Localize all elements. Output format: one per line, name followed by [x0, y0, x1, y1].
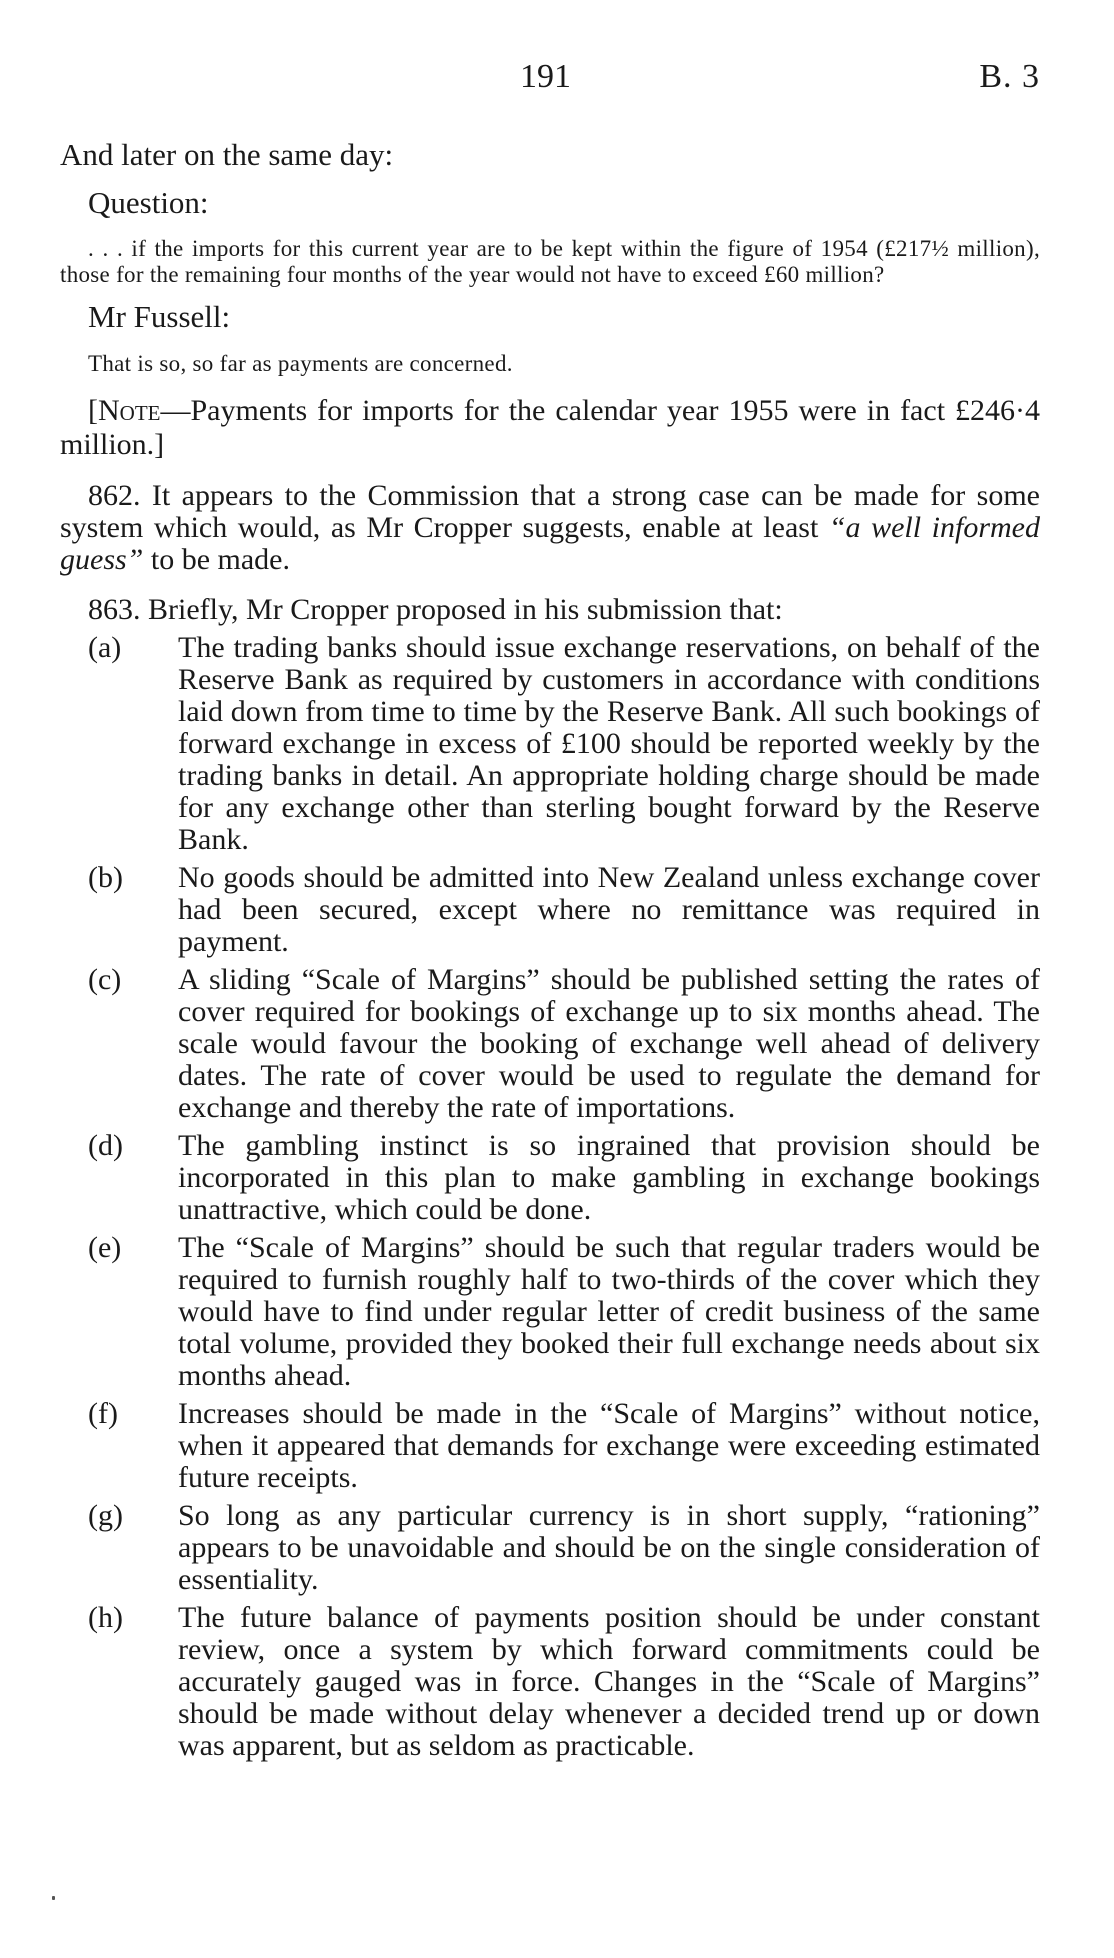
- list-item-text: The future balance of payments position should be under constant review, once a system by which forward commitments could be accurately gauged was in force. Changes in the “Scale of Margins” should be made without delay whenever a decided trend up or down was apparent, but as seldom as practicable.: [178, 1601, 1040, 1762]
- paragraph-862-start: 862. It appears to the Commission that a strong case can be made for some system which would, as Mr Cropper suggests, enable at least: [60, 479, 1040, 544]
- list-item-label: (e): [88, 1231, 122, 1264]
- list-item: [60, 632, 1040, 856]
- note-bracket: [: [88, 394, 98, 427]
- list-item: [60, 1602, 1040, 1762]
- list-item-text: No goods should be admitted into New Zealand unless exchange cover had been secured, except where no remittance was required in payment.: [178, 861, 1040, 958]
- editorial-note: [60, 394, 1040, 462]
- list-item: [60, 1130, 1040, 1226]
- list-item-label: (h): [88, 1601, 123, 1634]
- question-label: Question:: [88, 185, 209, 220]
- paragraph-862: [60, 480, 1040, 576]
- list-item-label: (d): [88, 1129, 123, 1162]
- list-item-label: (c): [88, 963, 122, 996]
- question-text: [60, 236, 1040, 288]
- list-item-text: The “Scale of Margins” should be such that regular traders would be required to furnish roughly half to two-thirds of the cover which they would have to find under regular letter of credit business of the same total volume, provided they booked their full exchange needs about six months ahead.: [178, 1231, 1040, 1392]
- list-item-text: So long as any particular currency is in short supply, “rationing” appears to be unavoidable and should be on the single consideration of essentiality.: [178, 1499, 1040, 1596]
- list-item-label: (b): [88, 861, 123, 894]
- list-item-text: The trading banks should issue exchange reservations, on behalf of the Reserve Bank as required by customers in accordance with conditions laid down from time to time by the Reserve Bank. All such bookings of forward exchange in excess of £100 should be reported weekly by the trading banks in detail. An appropriate holding charge should be made for any exchange other than sterling bought forward by the Reserve Bank.: [178, 631, 1040, 856]
- page-number: 191: [520, 58, 571, 95]
- paragraph-862-quote: “a well informed guess”: [60, 511, 1040, 576]
- document-reference: B. 3: [979, 58, 1040, 95]
- scan-speck: [52, 1896, 55, 1900]
- list-item: [60, 1398, 1040, 1494]
- speaker-label: Mr Fussell:: [88, 299, 231, 334]
- question-text-body: . . . if the imports for this current year are to be kept within the figure of 1954 (£217½ million), those for the remaining four months of the year would not have to exceed £60 million?: [60, 236, 1040, 287]
- list-item-label: (g): [88, 1499, 123, 1532]
- list-item-label: (a): [88, 631, 122, 664]
- document-page: [60, 0, 1040, 1762]
- answer-text: That is so, so far as payments are concerned.: [88, 351, 513, 376]
- list-item: [60, 862, 1040, 958]
- proposal-list: [60, 632, 1040, 1762]
- note-text: —Payments for imports for the calendar year 1955 were in fact £246·4 million.]: [60, 394, 1040, 461]
- list-item: [60, 1232, 1040, 1392]
- page-header: [60, 0, 1040, 110]
- list-item-text: A sliding “Scale of Margins” should be published setting the rates of cover required for bookings of exchange up to six months ahead. The scale would favour the booking of exchange well ahead of delivery dates. The rate of cover would be used to regulate the demand for exchange and thereby the rate of importations.: [178, 963, 1040, 1124]
- intro-line: And later on the same day:: [60, 137, 394, 172]
- list-item: [60, 1500, 1040, 1596]
- list-item: [60, 964, 1040, 1124]
- list-item-text: Increases should be made in the “Scale of Margins” without notice, when it appeared that demands for exchange were exceeding estimated future receipts.: [178, 1397, 1040, 1494]
- list-item-text: The gambling instinct is so ingrained that provision should be incorporated in this plan to make gambling in exchange bookings unattractive, which could be done.: [178, 1129, 1040, 1226]
- paragraph-863: 863. Briefly, Mr Cropper proposed in his submission that:: [88, 593, 783, 626]
- note-label: Note: [98, 394, 161, 427]
- list-item-label: (f): [88, 1397, 118, 1430]
- paragraph-862-end: to be made.: [143, 543, 290, 576]
